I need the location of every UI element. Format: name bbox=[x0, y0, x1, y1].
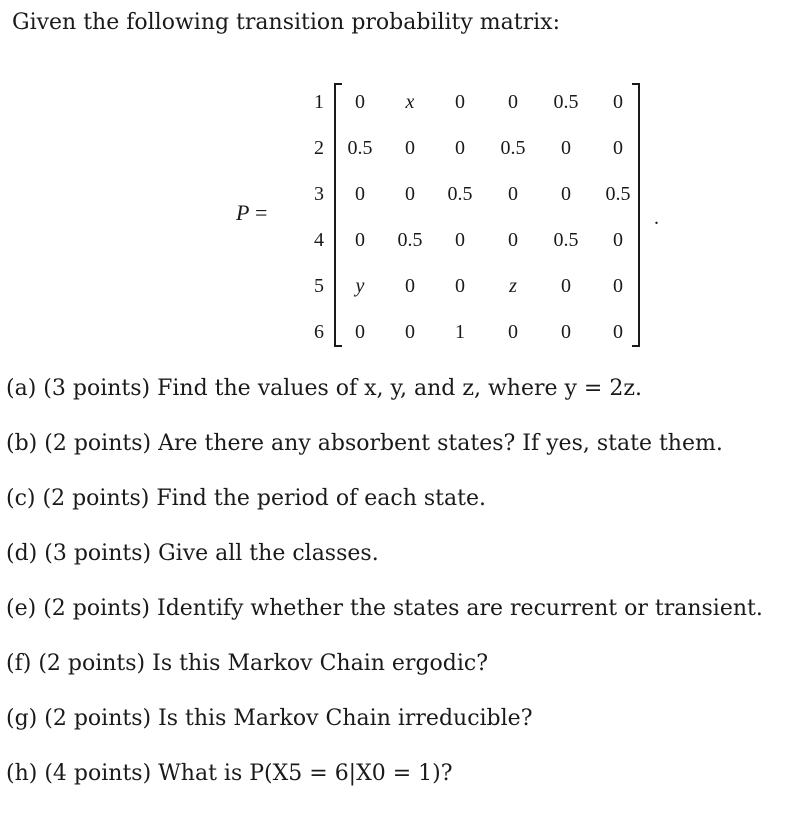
matrix-trailing-period: . bbox=[654, 207, 659, 229]
question-d bbox=[6, 539, 379, 569]
row-index-4: 4 bbox=[314, 229, 324, 251]
matrix-cell-4-3: 0 bbox=[455, 229, 465, 251]
matrix-cell-1-1: 0 bbox=[355, 91, 365, 113]
question-marker: (d) bbox=[6, 541, 38, 566]
question-text: Identify whether the states are recurrent or transient. bbox=[157, 596, 763, 621]
question-points: (2 points) bbox=[44, 431, 152, 456]
matrix-cell-3-2: 0 bbox=[405, 183, 415, 205]
question-c bbox=[6, 484, 486, 514]
matrix-cell-3-4: 0 bbox=[508, 183, 518, 205]
matrix-cell-3-1: 0 bbox=[355, 183, 365, 205]
matrix-cell-1-2: x bbox=[405, 91, 415, 113]
matrix-cell-4-1: 0 bbox=[355, 229, 365, 251]
matrix-cell-6-3: 1 bbox=[455, 321, 465, 343]
matrix-cell-2-3: 0 bbox=[455, 137, 465, 159]
question-points: (3 points) bbox=[44, 541, 152, 566]
question-marker: (a) bbox=[6, 376, 37, 401]
matrix-cell-1-3: 0 bbox=[455, 91, 465, 113]
question-text: Find the values of x, y, and z, where y = 2z. bbox=[157, 376, 642, 401]
matrix-cell-6-6: 0 bbox=[613, 321, 623, 343]
matrix-cell-6-2: 0 bbox=[405, 321, 415, 343]
question-a bbox=[6, 374, 642, 404]
matrix-left-bracket bbox=[334, 83, 342, 347]
matrix-cell-4-6: 0 bbox=[613, 229, 623, 251]
matrix-cell-2-2: 0 bbox=[405, 137, 415, 159]
matrix-equals: = bbox=[254, 200, 268, 225]
matrix-label bbox=[236, 198, 267, 228]
row-index-1: 1 bbox=[314, 91, 324, 113]
matrix-cell-2-5: 0 bbox=[561, 137, 571, 159]
question-marker: (b) bbox=[6, 431, 38, 456]
matrix-right-bracket bbox=[632, 83, 640, 347]
row-index-6: 6 bbox=[314, 321, 324, 343]
question-points: (3 points) bbox=[43, 376, 151, 401]
question-text: Are there any absorbent states? If yes, state them. bbox=[158, 431, 723, 456]
question-f bbox=[6, 649, 488, 679]
matrix-cell-6-1: 0 bbox=[355, 321, 365, 343]
matrix-cell-5-6: 0 bbox=[613, 275, 623, 297]
question-text: Is this Markov Chain ergodic? bbox=[152, 651, 489, 676]
matrix-cell-5-5: 0 bbox=[561, 275, 571, 297]
question-points: (2 points) bbox=[42, 486, 150, 511]
matrix-cell-2-1: 0.5 bbox=[347, 137, 373, 159]
question-g bbox=[6, 704, 533, 734]
question-points: (2 points) bbox=[43, 596, 151, 621]
question-b bbox=[6, 429, 723, 459]
transition-matrix bbox=[0, 80, 798, 360]
question-points: (2 points) bbox=[38, 651, 146, 676]
question-text: What is P(X5 = 6|X0 = 1)? bbox=[158, 761, 453, 786]
question-marker: (h) bbox=[6, 761, 38, 786]
row-index-2: 2 bbox=[314, 137, 324, 159]
matrix-cell-5-4: z bbox=[509, 275, 517, 297]
matrix-cell-4-2: 0.5 bbox=[397, 229, 423, 251]
matrix-cell-5-1: y bbox=[355, 275, 365, 297]
matrix-cell-4-5: 0.5 bbox=[553, 229, 579, 251]
question-marker: (g) bbox=[6, 706, 38, 731]
matrix-cell-2-6: 0 bbox=[613, 137, 623, 159]
question-h bbox=[6, 759, 453, 789]
matrix-cell-4-4: 0 bbox=[508, 229, 518, 251]
question-points: (2 points) bbox=[44, 706, 152, 731]
matrix-cell-6-4: 0 bbox=[508, 321, 518, 343]
matrix-cell-1-6: 0 bbox=[613, 91, 623, 113]
matrix-cell-5-2: 0 bbox=[405, 275, 415, 297]
question-points: (4 points) bbox=[44, 761, 152, 786]
matrix-cell-3-6: 0.5 bbox=[605, 183, 631, 205]
question-marker: (f) bbox=[6, 651, 32, 676]
question-text: Find the period of each state. bbox=[156, 486, 486, 511]
matrix-cell-5-3: 0 bbox=[455, 275, 465, 297]
question-text: Is this Markov Chain irreducible? bbox=[158, 706, 533, 731]
row-index-5: 5 bbox=[314, 275, 324, 297]
question-marker: (c) bbox=[6, 486, 36, 511]
matrix-cell-3-5: 0 bbox=[561, 183, 571, 205]
row-index-3: 3 bbox=[314, 183, 324, 205]
question-e bbox=[6, 594, 763, 624]
question-text: Give all the classes. bbox=[158, 541, 379, 566]
matrix-cell-6-5: 0 bbox=[561, 321, 571, 343]
matrix-cell-3-3: 0.5 bbox=[447, 183, 473, 205]
matrix-symbol: P bbox=[236, 200, 250, 225]
intro-text: Given the following transition probability matrix: bbox=[12, 10, 561, 35]
matrix-cell-1-5: 0.5 bbox=[553, 91, 579, 113]
matrix-cell-2-4: 0.5 bbox=[500, 137, 526, 159]
question-marker: (e) bbox=[6, 596, 37, 621]
matrix-cell-1-4: 0 bbox=[508, 91, 518, 113]
